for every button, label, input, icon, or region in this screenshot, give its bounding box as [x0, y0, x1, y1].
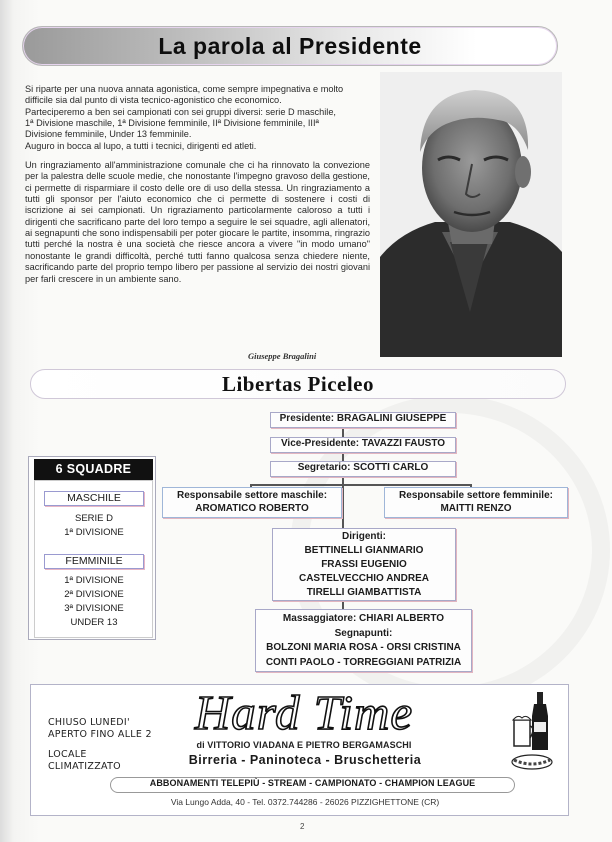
page-number: 2	[300, 822, 305, 831]
maschile-label: MASCHILE	[44, 491, 144, 506]
team-item: SERIE D	[74, 513, 113, 524]
maschile-list	[44, 512, 144, 540]
team-item: 1ª DIVISIONE	[64, 575, 124, 586]
segretario-box	[270, 461, 456, 477]
club-name: Libertas Piceleo	[221, 372, 375, 396]
ad-opening-info	[48, 717, 152, 773]
connector-line	[342, 484, 344, 528]
ad-hours-line: APERTO FINO ALLE 2	[48, 729, 152, 740]
presidente-box	[270, 412, 456, 428]
segnapunti-label: Segnapunti:	[334, 627, 393, 639]
vice-presidente-box	[270, 437, 456, 453]
connector-line	[342, 477, 344, 484]
ad-address: Via Lungo Adda, 40 - Tel. 0372.744286 - 26026 PIZZIGHETTONE (CR)	[170, 797, 440, 807]
club-banner	[30, 369, 566, 399]
ad-local-line: CLIMATIZZATO	[48, 761, 121, 772]
ad-subscription-text: ABBONAMENTI TELEPIÙ - STREAM - CAMPIONATO - CHAMPION LEAGUE	[149, 778, 476, 788]
resp-maschile-name: AROMATICO ROBERTO	[195, 502, 309, 514]
team-item: 3ª DIVISIONE	[64, 603, 124, 614]
femminile-list	[44, 574, 144, 630]
resp-femminile-name: MAITTI RENZO	[440, 502, 512, 514]
massaggiatore-text: Massaggiatore: CHIARI ALBERTO	[282, 613, 445, 624]
page-title: La parola al Presidente	[158, 33, 422, 59]
dirigenti-box	[272, 528, 456, 601]
squadre-header: 6 SQUADRE	[34, 459, 153, 480]
resp-maschile-box	[162, 487, 342, 518]
team-item: 2ª DIVISIONE	[64, 589, 124, 600]
staff-box	[255, 609, 472, 672]
segretario-text: Segretario: SCOTTI CARLO	[297, 462, 429, 473]
connector-line	[342, 453, 344, 461]
article-line: difficile sia dal punto di vista tecnico-agonistico che economico.	[25, 95, 282, 106]
vice-presidente-text: Vice-Presidente: TAVAZZI FAUSTO	[280, 438, 446, 449]
beer-sandwich-icon	[510, 690, 570, 780]
ad-owners: di VITTORIO VIADANA E PIETRO BERGAMASCHI	[196, 740, 412, 750]
ad-local-line: LOCALE	[48, 749, 87, 760]
segnapunti-name: CONTI PAOLO - TORREGGIANI PATRIZIA	[265, 656, 462, 668]
connector-line	[250, 484, 472, 486]
presidente-text: Presidente: BRAGALINI GIUSEPPE	[279, 413, 447, 424]
dirigente-name: FRASSI EUGENIO	[321, 559, 407, 570]
dirigenti-label: Dirigenti:	[342, 531, 386, 542]
hard-time-logo: Hard Time	[194, 685, 414, 740]
article-line: Auguro in bocca al lupo, a tutti i tecnici, dirigenti ed atleti.	[25, 140, 257, 151]
article-line: 1ª Divisione maschile, 1ª Divisione femminile, IIª Divisione femminile, IIIª	[25, 118, 319, 129]
article-paragraph: Un ringraziamento all'amministrazione comunale che ci ha rinnovato la convezione per la palestra delle scuole medie, che nonostante l'impegno gravoso della gestione, ci permette di risparmiare il costo delle ore di uso della stessa. Un ringraziamento a tutti gli sponsor per l'aiuto economico che ci permette di sostenere i costi di iscrizione ai sei campionati. Un rigraziamento particolarmente caloroso a tutti i dirigenti che sacrificano parte del loro tempo a seguire le sei squadre, agli allenatori, ai segnapunti che sono indispensabili per poter giocare le partite, insomma, ringrazio tutti perché la nostra è una società che riesce ancora a vivere "in modo umano" nonostante le grandi difficoltà, perché tutti fanno qualcosa senza chiedere niente, sacrificando parte del proprio tempo libero per passione al servizio dei nostri giovani per farli crescere in un ambiente sano.	[25, 160, 370, 284]
femminile-label: FEMMINILE	[44, 554, 144, 569]
article-line: Divisione femminile, Under 13 femminile.	[25, 129, 192, 140]
team-item: UNDER 13	[70, 617, 118, 628]
president-article	[25, 84, 370, 285]
dirigente-name: TIRELLI GIAMBATTISTA	[306, 587, 422, 598]
resp-femminile-box	[384, 487, 568, 518]
article-line: Parteciperemo a ben sei campionati con sei gruppi diversi: serie D maschile,	[25, 106, 336, 117]
president-photo	[380, 72, 562, 357]
resp-maschile-label: Responsabile settore maschile:	[176, 490, 328, 501]
connector-line	[342, 601, 344, 609]
team-item: 1ª DIVISIONE	[64, 527, 124, 538]
title-banner	[22, 26, 558, 66]
resp-femminile-label: Responsabile settore femminile:	[399, 490, 553, 501]
segnapunti-name: BOLZONI MARIA ROSA - ORSI CRISTINA	[266, 642, 461, 653]
signature: Giuseppe Bragalini	[248, 351, 317, 361]
ad-hours-line: CHIUSO LUNEDI'	[48, 717, 130, 728]
dirigente-name: BETTINELLI GIANMARIO	[304, 545, 424, 556]
portrait-image	[380, 72, 562, 357]
dirigente-name: CASTELVECCHIO ANDREA	[298, 573, 429, 584]
ad-services: Birreria - Paninoteca - Bruschetteria	[188, 753, 422, 767]
article-line: Si riparte per una nuova annata agonistica, come sempre impegnativa e molto	[25, 84, 344, 94]
